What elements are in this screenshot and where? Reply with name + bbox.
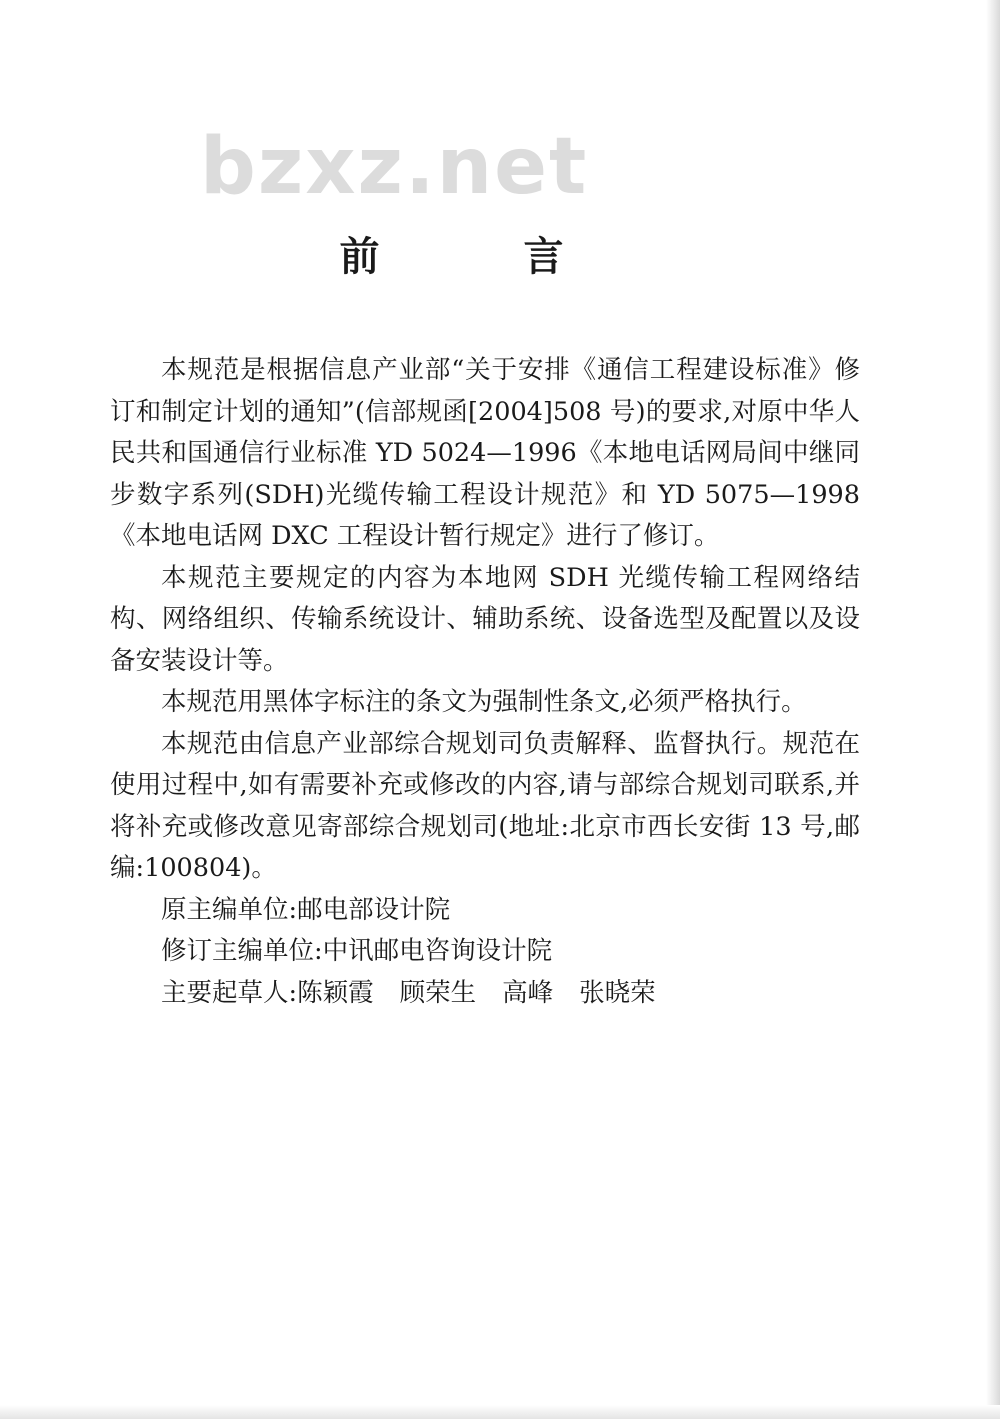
drafters-label: 主要起草人:: [161, 977, 298, 1008]
drafter-name: 高峰: [502, 977, 554, 1008]
page-edge-shadow: [986, 0, 1000, 1419]
paragraph-scope: 本规范主要规定的内容为本地网 SDH 光缆传输工程网络结构、网络组织、传输系统设计、辅助系统、设备选型及配置以及设备安装设计等。: [110, 562, 860, 676]
original-editor-line: 原主编单位:邮电部设计院: [161, 894, 451, 925]
drafters-line: [110, 973, 860, 1015]
drafter-name: 陈颖霞: [297, 977, 374, 1008]
paragraph-mandatory: 本规范用黑体字标注的条文为强制性条文,必须严格执行。: [161, 687, 807, 717]
paragraph-interpretation: 本规范由信息产业部综合规划司负责解释、监督执行。规范在使用过程中,如有需要补充或修改的内容,请与部综合规划司联系,并将补充或修改意见寄部综合规划司(地址:北京市西长安街 13 号,邮编:100804)。: [110, 728, 860, 883]
revision-editor-line: 修订主编单位:中讯邮电咨询设计院: [161, 936, 553, 966]
document-body: [110, 350, 860, 1014]
page-bottom-shadow: [0, 1405, 1000, 1419]
page-title: 前 言: [339, 234, 616, 280]
drafter-name: 顾荣生: [399, 977, 477, 1008]
drafter-name: 张晓荣: [579, 977, 656, 1008]
paragraph-basis: 本规范是根据信息产业部“关于安排《通信工程建设标准》修订和制定计划的通知”(信部规函[2004]508 号)的要求,对原中华人民共和国通信行业标准 YD 5024—1996《本地电话网局间中继同步数字系列(SDH)光缆传输工程设计规范》和 YD 5075—1998《本地电话网 DXC 工程设计暂行规定》进行了修订。: [110, 355, 860, 551]
watermark: bzxz.net: [200, 122, 589, 212]
